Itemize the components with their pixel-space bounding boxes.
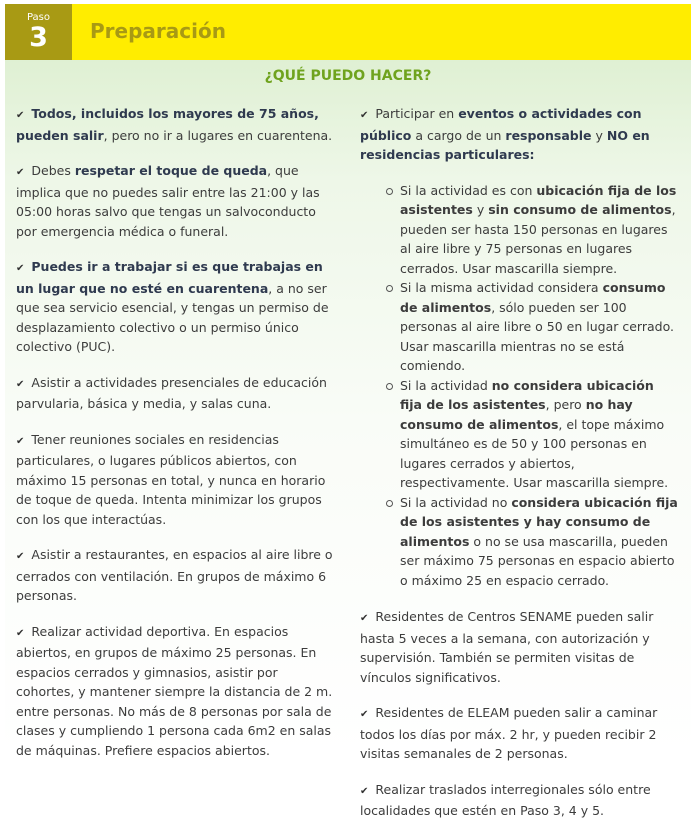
text: Realizar actividad deportiva. En espacios abiertos, en grupos de máximo 25 personas. En espacios cerrados y gimnasios, asistir por cohortes, y mantener siempre la distancia de 2 m. entre personas. No más de 8 personas por sala de clases y cumpliendo 1 persona cada 6m2 en salas de máquinas. Prefiere espacios abiertos. [16,623,333,758]
check-icon: ✔ [16,435,25,447]
text: , el tope máximo simultáneo es de 50 y 100 personas en lugares cerrados y abiertos, respectivamente. Usar mascarilla siempre. [400,416,669,490]
text: Participar en [375,106,459,121]
bold-text: respetar el toque de queda [74,163,268,178]
check-icon: ✔ [16,263,25,274]
bold-text: considera ubicación fija de los asistentes y hay consumo de alimentos [400,494,678,549]
check-icon: ✔ [16,378,25,390]
step-label: Paso [26,12,51,23]
text: Debes [31,163,75,178]
list-item [16,545,334,606]
text: , pero [545,397,586,412]
list-item [16,104,334,145]
text: Residentes de Centros SENAME pueden salir hasta 5 veces a la semana, con autorización y supervisión. También se permiten visitas de vínculos significativos. [360,609,654,685]
step-badge [5,4,72,60]
bold-text: eventos o actividades con público [360,106,642,143]
list-item [360,104,680,165]
text: Realizar traslados interregionales sólo entre localidades que estén en Paso 3, 4 y 5. [360,781,651,818]
bold-text: Puedes ir a trabajar si es que trabajas en un lugar que no esté en cuarentena [16,259,323,296]
text: Asistir a restaurantes, en espacios al aire libre o cerrados con ventilación. En grupos de máximo 6 personas. [16,547,333,603]
list-item [16,622,334,761]
bold-text: Todos, incluidos los mayores de 75 años, pueden salir [16,106,319,143]
sub-list-item [386,278,680,376]
sub-list-item [386,181,680,279]
text: Asistir a actividades presenciales de educación parvularia, básica y media, y salas cuna. [16,374,327,411]
text: Tener reuniones sociales en residencias particulares, o lugares públicos abiertos, con máximo 15 personas en total, y nunca en horario de toque de queda. Intenta minimizar los grupos con los que interactúas. [16,431,326,527]
text: o no se usa mascarilla, pueden ser máximo 75 personas en espacio abierto o máximo 25 en espacio cerrado. [400,533,675,588]
bold-text: ubicación fija de los asistentes [400,182,677,217]
bold-text: consumo de alimentos [400,280,666,315]
list-item [16,373,334,414]
list-item [360,703,680,764]
bold-text: NO en residencias particulares: [360,127,650,162]
text: a cargo de un [411,127,506,143]
step-header [5,4,691,60]
check-icon: ✔ [360,709,369,720]
check-icon: ✔ [16,627,25,639]
list-item [16,161,334,241]
step-title: Preparación [90,19,226,43]
list-item [360,780,680,821]
check-icon: ✔ [360,785,369,797]
text: y [472,202,489,217]
left-column [16,104,334,776]
text: Si la actividad no [400,494,512,510]
text: Residentes de ELEAM pueden salir a caminar todos los días por máx. 2 hr, y pueden recibir 2 visitas semanales de 2 personas. [360,705,658,761]
sub-list-item [386,493,680,591]
bold-text: responsable [505,127,592,143]
text: Si la actividad [400,377,492,393]
text: , que implica que no puedes salir entre las 21:00 y las 05:00 horas salvo que tengas un salvoconducto por emergencia médica o funeral. [16,163,320,239]
check-icon: ✔ [360,110,369,121]
sub-list [360,181,680,591]
right-column [360,104,680,837]
bold-text: sin consumo de alimentos [488,202,672,217]
sub-list-item [386,376,680,493]
bold-text: no hay consumo de alimentos [400,397,633,432]
check-icon: ✔ [16,167,25,178]
text: Si la actividad es con [400,182,537,198]
list-item [16,430,334,530]
text: , pueden ser hasta 150 personas en lugares al aire libre y 75 personas en lugares cerrados. Usar mascarilla siempre. [400,202,676,276]
text: , sólo pueden ser 100 personas al aire libre o 50 en lugar cerrado. Usar mascarilla mientras no se está comiendo. [400,299,674,373]
text: , pero no ir a lugares en cuarentena. [103,127,333,143]
text: Si la misma actividad considera [400,280,603,295]
step-number: 3 [29,22,48,53]
section-title: ¿QUÉ PUEDO HACER? [264,68,432,84]
check-icon: ✔ [16,110,25,121]
check-icon: ✔ [360,613,369,624]
content-panel [5,60,691,818]
list-item [16,257,334,357]
list-item [360,607,680,687]
check-icon: ✔ [16,551,25,562]
text: , a no ser que sea servicio esencial, y tengas un permiso de desplazamiento colectivo o un permiso único colectivo (PUC). [16,280,329,354]
text: y [591,127,607,143]
bold-text: no considera ubicación fija de los asistentes [400,377,654,412]
